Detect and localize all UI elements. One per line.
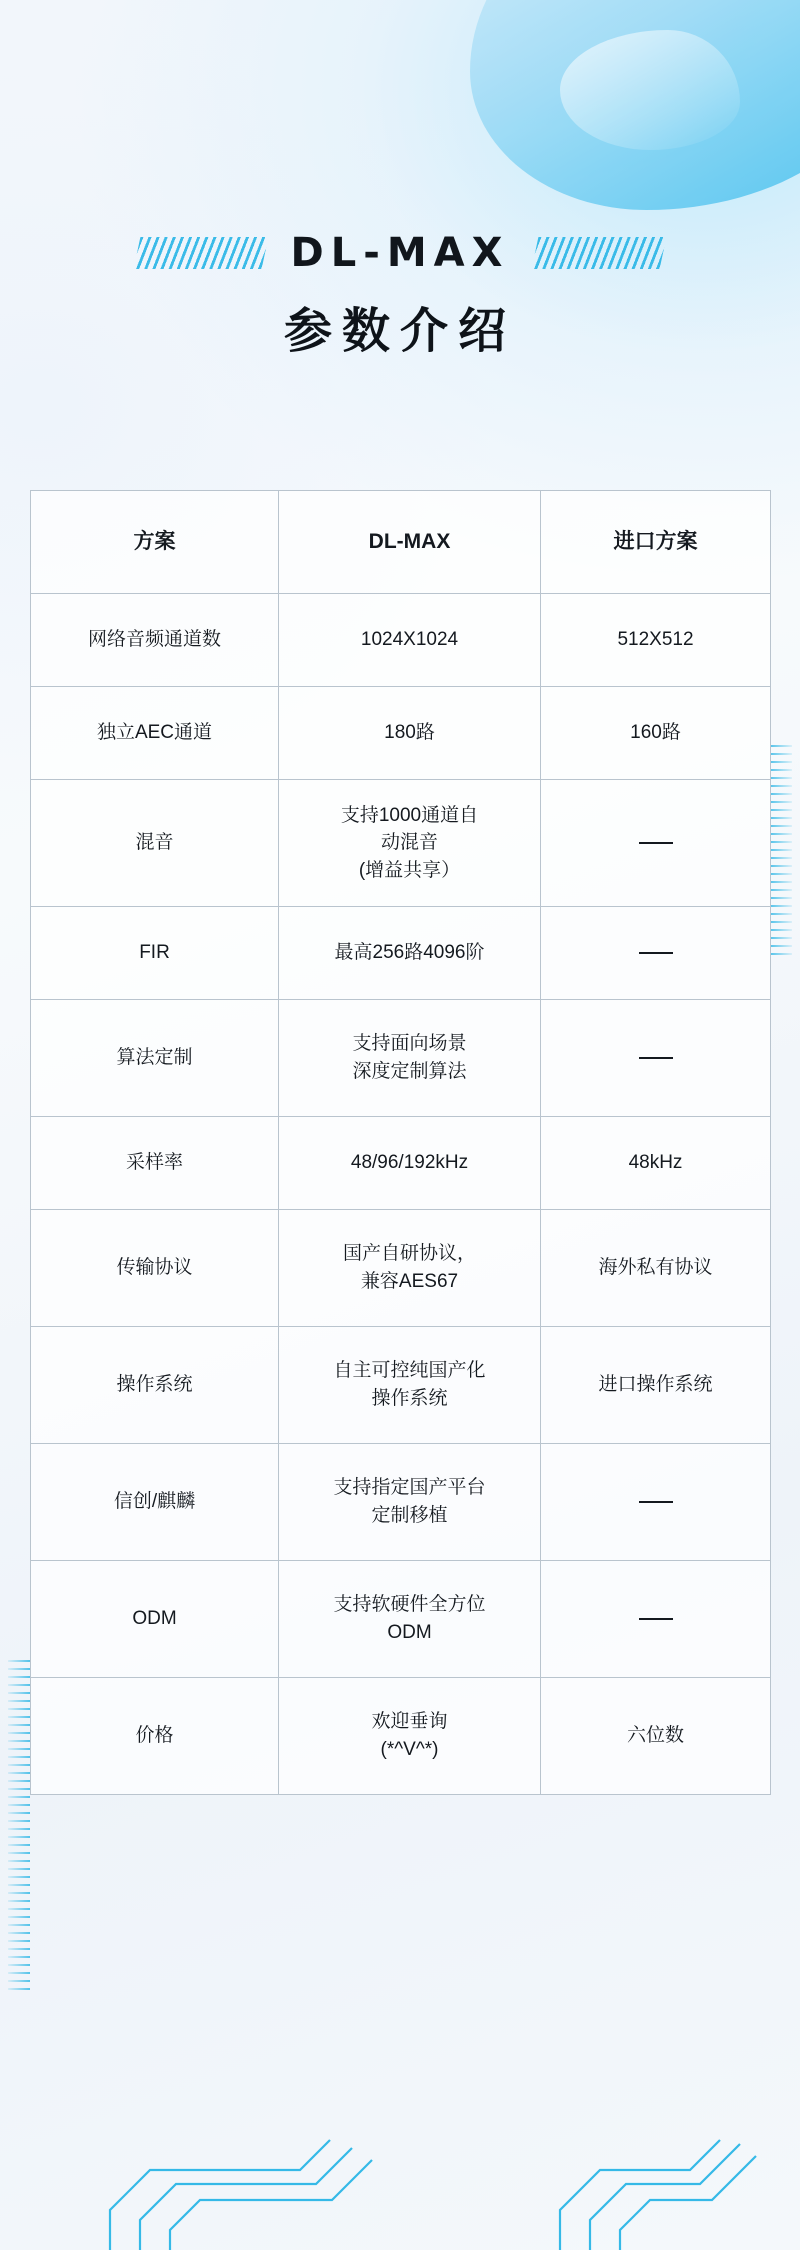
column-header-scheme: 方案 xyxy=(31,491,279,594)
table-row xyxy=(31,1561,771,1678)
table-row xyxy=(31,1327,771,1444)
cell-dlmax xyxy=(279,907,541,1000)
table-row xyxy=(31,594,771,687)
hatch-stripes-icon xyxy=(532,237,667,269)
cell-imported xyxy=(541,1444,771,1561)
dash-mark-icon xyxy=(639,1501,673,1503)
cell-text: 160路 xyxy=(630,722,681,744)
circuit-lines-icon xyxy=(0,2020,800,2250)
cell-text: 512X512 xyxy=(617,629,694,651)
cell-dlmax xyxy=(279,1678,541,1795)
row-label: ODM xyxy=(31,1561,279,1678)
cell-text: 国产自研协议， xyxy=(342,1243,476,1265)
cell-text: 欢迎垂询 xyxy=(371,1711,448,1733)
cell-imported xyxy=(541,1561,771,1678)
cell-text: 操作系统 xyxy=(371,1388,448,1409)
cell-dlmax xyxy=(279,687,541,780)
cell-imported xyxy=(541,1210,771,1327)
row-label: 混音 xyxy=(31,780,279,907)
cell-text: 48kHz xyxy=(628,1152,683,1174)
tick-marks-icon xyxy=(8,1660,30,1990)
cell-imported xyxy=(541,1678,771,1795)
cell-imported xyxy=(541,594,771,687)
cell-text: 深度定制算法 xyxy=(352,1061,467,1082)
table-row xyxy=(31,1678,771,1795)
cell-text: 支持软硬件全方位 xyxy=(333,1594,486,1616)
cell-imported xyxy=(541,1000,771,1117)
cell-text: 支持1000通道自 xyxy=(340,804,479,826)
title-row xyxy=(0,230,800,276)
cell-text: 兼容AES67 xyxy=(360,1271,459,1292)
row-label: 价格 xyxy=(31,1678,279,1795)
tick-marks-icon xyxy=(770,745,792,955)
table-row xyxy=(31,1210,771,1327)
cell-dlmax xyxy=(279,780,541,907)
cell-text: 最高256路4096阶 xyxy=(334,942,485,964)
page-header xyxy=(0,230,800,361)
cell-text: 支持指定国产平台 xyxy=(333,1477,486,1499)
cell-dlmax xyxy=(279,1561,541,1678)
spec-table-body xyxy=(31,594,771,1795)
row-label: 传输协议 xyxy=(31,1210,279,1327)
hatch-stripes-icon xyxy=(133,237,268,269)
cell-dlmax xyxy=(279,1327,541,1444)
dash-mark-icon xyxy=(639,1057,673,1059)
row-label: 网络音频通道数 xyxy=(31,594,279,687)
row-label: FIR xyxy=(31,907,279,1000)
cell-dlmax xyxy=(279,594,541,687)
table-row xyxy=(31,1000,771,1117)
cell-text: 48/96/192kHz xyxy=(350,1152,469,1174)
row-label: 独立AEC通道 xyxy=(31,687,279,780)
cell-text: (*^V^*) xyxy=(380,1739,439,1760)
cell-text: ODM xyxy=(387,1622,432,1643)
cell-dlmax xyxy=(279,1117,541,1210)
cell-imported xyxy=(541,780,771,907)
cell-text: 六位数 xyxy=(626,1725,684,1747)
cell-text: 定制移植 xyxy=(371,1505,448,1526)
cell-imported xyxy=(541,687,771,780)
table-row xyxy=(31,907,771,1000)
cell-imported xyxy=(541,1117,771,1210)
table-row xyxy=(31,687,771,780)
cell-text: 海外私有协议 xyxy=(598,1257,713,1279)
dash-mark-icon xyxy=(639,1618,673,1620)
cell-text: 自主可控纯国产化 xyxy=(333,1360,486,1382)
row-label: 信创/麒麟 xyxy=(31,1444,279,1561)
cell-dlmax xyxy=(279,1000,541,1117)
row-label: 采样率 xyxy=(31,1117,279,1210)
table-row xyxy=(31,1444,771,1561)
column-header-imported: 进口方案 xyxy=(541,491,771,594)
row-label: 操作系统 xyxy=(31,1327,279,1444)
page-title: DL-MAX xyxy=(290,230,510,276)
cell-text: 进口操作系统 xyxy=(598,1374,713,1396)
dash-mark-icon xyxy=(639,952,673,954)
table-header-row xyxy=(31,491,771,594)
page-subtitle: 参数介绍 xyxy=(283,305,516,358)
cell-text: 180路 xyxy=(384,722,435,744)
cell-text: 1024X1024 xyxy=(360,629,459,651)
cell-text: 支持面向场景 xyxy=(352,1033,467,1055)
table-row xyxy=(31,780,771,907)
cell-dlmax xyxy=(279,1210,541,1327)
table-row xyxy=(31,1117,771,1210)
spec-table xyxy=(30,490,771,1795)
cell-text: (增益共享） xyxy=(358,859,461,881)
spec-table-container xyxy=(30,490,770,1795)
cell-imported xyxy=(541,1327,771,1444)
cell-text: 动混音 xyxy=(380,832,438,854)
cell-dlmax xyxy=(279,1444,541,1561)
row-label: 算法定制 xyxy=(31,1000,279,1117)
cell-imported xyxy=(541,907,771,1000)
column-header-dlmax: DL-MAX xyxy=(279,491,541,594)
dash-mark-icon xyxy=(639,842,673,844)
